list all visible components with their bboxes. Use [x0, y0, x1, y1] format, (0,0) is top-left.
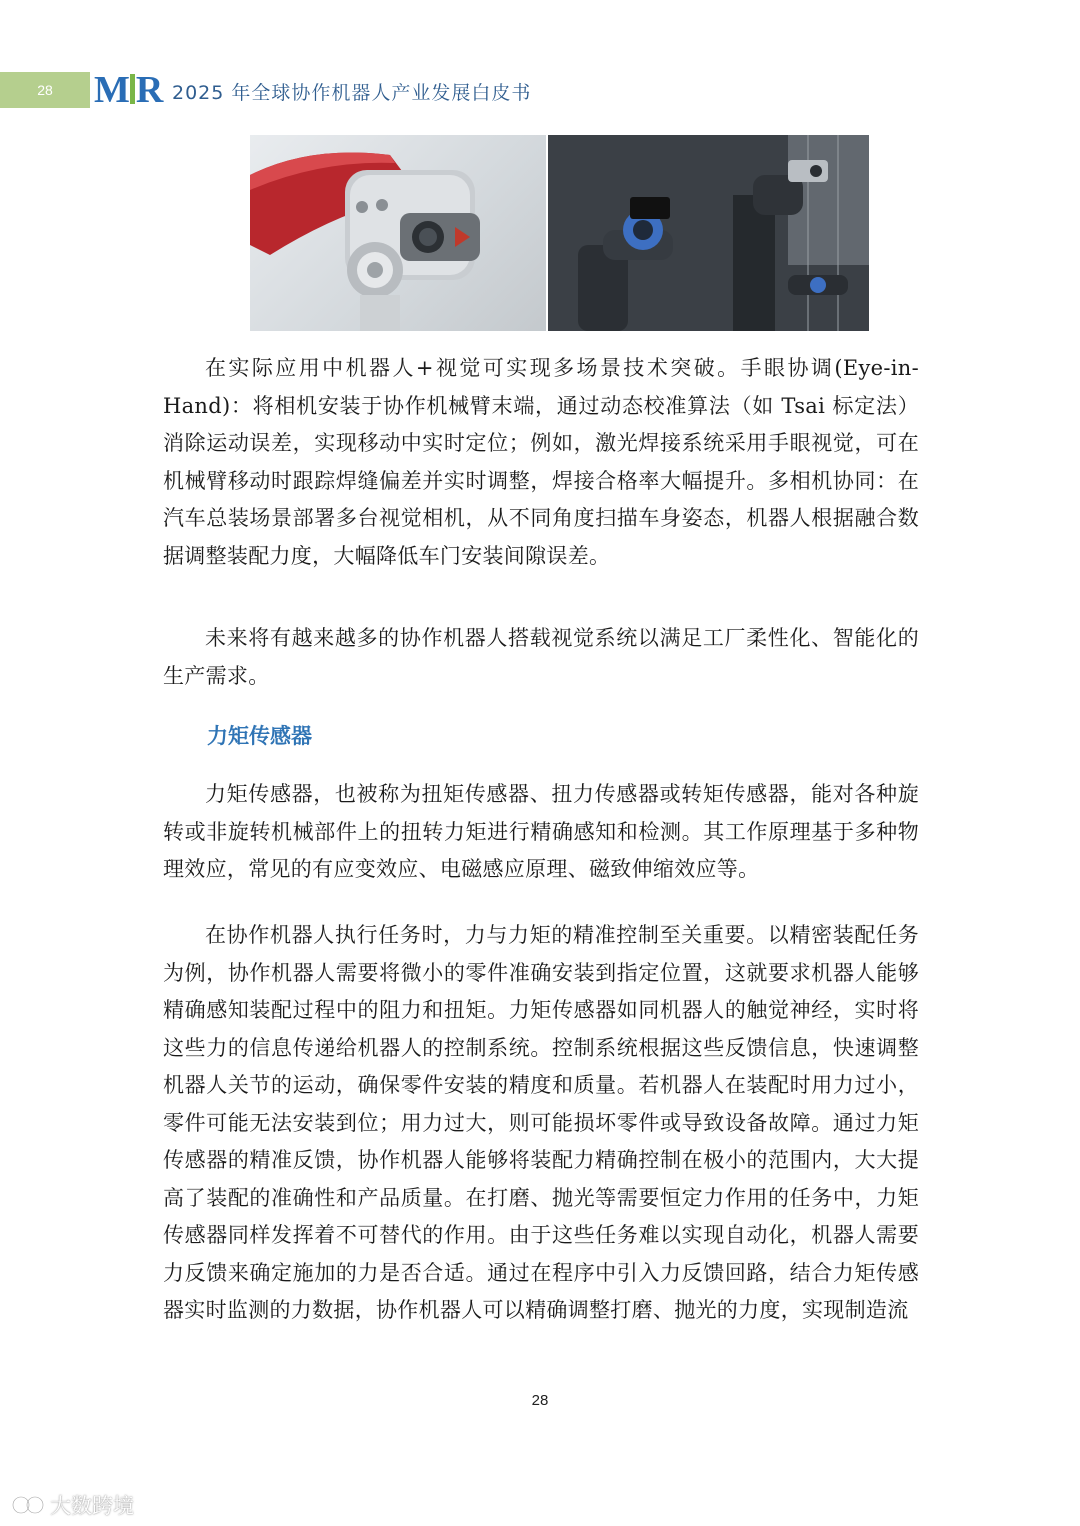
page-number: 28	[531, 1392, 549, 1409]
mir-logo: M R	[94, 69, 163, 111]
paragraph-vision-future: 未来将有越来越多的协作机器人搭载视觉系统以满足工厂柔性化、智能化的生产需求。	[163, 626, 919, 688]
page-tab	[0, 72, 90, 108]
watermark	[12, 1490, 134, 1520]
multi-robot-vision-illustration	[548, 135, 869, 331]
page-tab-number: 28	[37, 82, 53, 98]
watermark-logo-icon	[12, 1493, 46, 1517]
document-title: 2025 年全球协作机器人产业发展白皮书	[172, 82, 532, 104]
section-heading-torque-sensor: 力矩传感器	[207, 724, 312, 748]
watermark-text: 大数跨境	[50, 1494, 134, 1518]
paragraph-vision-applications: 在实际应用中机器人+视觉可实现多场景技术突破。手眼协调(Eye-in-Hand)：将相机安装于协作机械臂末端，通过动态校准算法（如 Tsai 标定法）消除运动误差，实现移动中实时定位；例如，激光焊接系统采用手眼视觉，可在机械臂移动时跟踪焊缝偏差并实时调整，焊接合格率大幅提升。多相机协同：在汽车总装场景部署多台视觉相机，从不同角度扫描车身姿态，机器人根据融合数据调整装配力度，大幅降低车门安装间隙误差。	[163, 356, 919, 568]
multi-robot-vision-photo	[548, 135, 869, 331]
paragraph-torque-sensor-role: 在协作机器人执行任务时，力与力矩的精准控制至关重要。以精密装配任务为例，协作机器人需要将微小的零件准确安装到指定位置，这就要求机器人能够精确感知装配过程中的阻力和扭矩。力矩传感器如同机器人的触觉神经，实时将这些力的信息传递给机器人的控制系统。控制系统根据这些反馈信息，快速调整机器人关节的运动，确保零件安装的精度和质量。若机器人在装配时用力过小，零件可能无法安装到位；用力过大，则可能损坏零件或导致设备故障。通过力矩传感器的精准反馈，协作机器人能够将装配力精确控制在极小的范围内，大大提高了装配的准确性和产品质量。在打磨、抛光等需要恒定力作用的任务中，力矩传感器同样发挥着不可替代的作用。由于这些任务难以实现自动化，机器人需要力反馈来确定施加的力是否合适。通过在程序中引入力反馈回路，结合力矩传感器实时监测的力数据，协作机器人可以精确调整打磨、抛光的力度，实现制造流	[163, 923, 919, 1322]
robot-arm-camera-illustration	[250, 135, 546, 331]
paragraph-torque-sensor-intro: 力矩传感器，也被称为扭矩传感器、扭力传感器或转矩传感器，能对各种旋转或非旋转机械部件上的扭转力矩进行精确感知和检测。其工作原理基于多种物理效应，常见的有应变效应、电磁感应原理、磁致伸缩效应等。	[163, 782, 919, 881]
robot-arm-camera-photo	[250, 135, 546, 331]
